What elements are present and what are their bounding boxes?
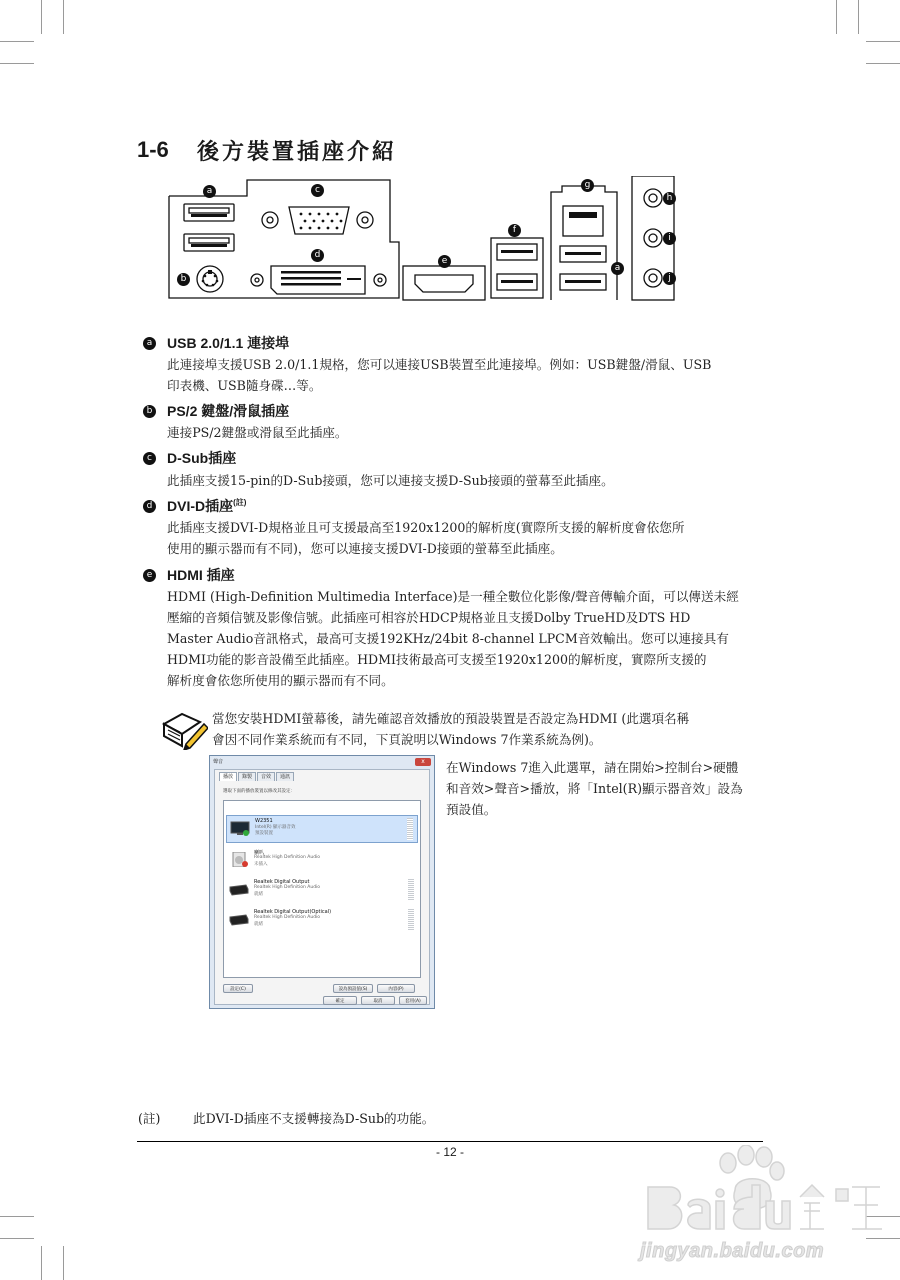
crop-mark bbox=[0, 1216, 34, 1217]
item-e-line: HDMI (High-Definition Multimedia Interface)是一種全數位化影像/聲音傳輸介面，可以傳送未經 bbox=[167, 589, 739, 604]
panel-badge-d: d bbox=[311, 249, 324, 262]
section-title: 後方裝置插座介紹 bbox=[197, 139, 398, 165]
side-instruction-line: 在Windows 7進入此選單，請在開始>控制台>硬體 bbox=[446, 760, 739, 775]
panel-badge-c: c bbox=[311, 184, 324, 197]
item-d-desc bbox=[167, 517, 765, 559]
device-status: 預設裝置 bbox=[255, 831, 273, 836]
footer-rule bbox=[137, 1141, 763, 1142]
section-number: 1-6 bbox=[137, 137, 169, 162]
level-meter bbox=[408, 909, 414, 931]
cancel-button[interactable]: 取消 bbox=[361, 996, 395, 1005]
speaker-icon bbox=[229, 852, 249, 867]
crop-mark bbox=[0, 41, 34, 42]
item-e-line: HDMI功能的影音設備至此插座。HDMI技術最高可支援至1920x1200的解析度，實際所支援的 bbox=[167, 652, 707, 667]
device-item[interactable] bbox=[226, 907, 418, 935]
crop-mark bbox=[41, 1246, 42, 1280]
item-b-desc bbox=[167, 422, 765, 443]
page-number: - 12 - bbox=[435, 1145, 464, 1159]
monitor-icon bbox=[230, 821, 250, 836]
crop-mark bbox=[858, 0, 859, 34]
tab-playback[interactable]: 播放 bbox=[219, 772, 237, 781]
rear-panel-diagram bbox=[167, 176, 677, 301]
item-d-line: 使用的顯示器而有不同)，您可以連接支援DVI-D接頭的螢幕至此插座。 bbox=[167, 541, 563, 556]
note-text bbox=[212, 708, 765, 750]
item-a-line: 此連接埠支援USB 2.0/1.1規格，您可以連接USB裝置至此連接埠。例如：USB鍵盤/滑鼠、USB bbox=[167, 357, 712, 372]
level-meter bbox=[407, 818, 413, 840]
note-line: 當您安裝HDMI螢幕後，請先確認音效播放的預設裝置是否設定為HDMI (此選項名稱 bbox=[212, 711, 690, 726]
item-d-title bbox=[167, 496, 246, 516]
side-instruction-line: 和音效>聲音>播放，將「Intel(R)顯示器音效」設為 bbox=[446, 781, 743, 796]
item-b-line: 連接PS/2鍵盤或滑鼠至此插座。 bbox=[167, 425, 348, 440]
crop-mark bbox=[63, 1246, 64, 1280]
item-c-desc bbox=[167, 470, 765, 491]
device-driver: Realtek High Definition Audio bbox=[254, 885, 321, 890]
item-a-line: 印表機、USB隨身碟…等。 bbox=[167, 378, 322, 393]
crop-mark bbox=[0, 1238, 34, 1239]
dialog-body bbox=[214, 769, 430, 1005]
side-instruction bbox=[446, 757, 766, 820]
device-driver: Intel(R) 顯示器音效 bbox=[255, 825, 296, 830]
device-status: 就緒 bbox=[254, 892, 263, 897]
device-item[interactable] bbox=[226, 815, 418, 843]
tab-recording[interactable]: 錄製 bbox=[238, 772, 256, 781]
item-a-title: USB 2.0/1.1 連接埠 bbox=[167, 335, 290, 351]
device-name: Realtek Digital Output(Optical) bbox=[254, 909, 332, 915]
device-status: 未插入 bbox=[254, 862, 268, 867]
item-e-line: 解析度會依您所使用的顯示器而有不同。 bbox=[167, 673, 394, 688]
crop-mark bbox=[41, 0, 42, 34]
item-b-title: PS/2 鍵盤/滑鼠插座 bbox=[167, 403, 290, 419]
panel-badge-f: f bbox=[508, 224, 521, 237]
set-default-button[interactable]: 設為預設值(S) bbox=[333, 984, 373, 993]
item-d-title-text: DVI-D插座 bbox=[167, 498, 234, 514]
ok-button[interactable]: 確定 bbox=[323, 996, 357, 1005]
device-status: 就緒 bbox=[254, 922, 263, 927]
footnote-text: 此DVI-D插座不支援轉接為D-Sub的功能。 bbox=[193, 1111, 435, 1126]
crop-mark bbox=[866, 41, 900, 42]
sound-dialog-screenshot bbox=[209, 755, 435, 1009]
item-e-line: 壓縮的音頻信號及影像信號。此插座可相容於HDCP規格並且支援Dolby TrueHD及DTS HD bbox=[167, 610, 691, 625]
panel-badge-i: i bbox=[663, 232, 676, 245]
device-driver: Realtek High Definition Audio bbox=[254, 915, 321, 920]
panel-badge-a: a bbox=[203, 185, 216, 198]
properties-button[interactable]: 內容(P) bbox=[377, 984, 415, 993]
item-d-footnote-ref: (註) bbox=[233, 498, 247, 507]
dialog-title: 聲音 bbox=[213, 759, 224, 765]
device-name: W2351 bbox=[255, 818, 273, 824]
item-d-badge: d bbox=[143, 500, 156, 513]
item-a-badge: a bbox=[143, 337, 156, 350]
device-item[interactable] bbox=[226, 877, 418, 905]
note-line: 會因不同作業系統而有不同，下頁說明以Windows 7作業系統為例)。 bbox=[212, 732, 602, 747]
item-d-line: 此插座支援DVI-D規格並且可支援最高至1920x1200的解析度(實際所支援的解析度會依您所 bbox=[167, 520, 685, 535]
item-c-badge: c bbox=[143, 452, 156, 465]
item-b-badge: b bbox=[143, 405, 156, 418]
panel-badge-e: e bbox=[438, 255, 451, 268]
panel-badge-b: b bbox=[177, 273, 190, 286]
side-instruction-line: 預設值。 bbox=[446, 802, 497, 817]
item-a-desc bbox=[167, 354, 765, 396]
tab-communications[interactable]: 通訊 bbox=[276, 772, 294, 781]
item-e-desc bbox=[167, 586, 765, 691]
configure-button[interactable]: 設定(C) bbox=[223, 984, 253, 993]
apply-button[interactable]: 套用(A) bbox=[399, 996, 427, 1005]
footnote-label: (註) bbox=[138, 1111, 161, 1126]
panel-badge-a-2: a bbox=[611, 262, 624, 275]
panel-badge-g: g bbox=[581, 179, 594, 192]
item-c-title: D-Sub插座 bbox=[167, 450, 237, 466]
note-pencil-icon bbox=[160, 710, 208, 750]
panel-badge-h: h bbox=[663, 192, 676, 205]
panel-badge-j: j bbox=[663, 272, 676, 285]
crop-mark bbox=[0, 63, 34, 64]
item-e-title: HDMI 插座 bbox=[167, 567, 235, 583]
level-meter bbox=[408, 879, 414, 901]
device-driver: Realtek High Definition Audio bbox=[254, 855, 321, 860]
device-item[interactable] bbox=[226, 847, 418, 875]
watermark-url: jingyan.baidu.com bbox=[640, 1240, 825, 1262]
dialog-prompt: 選取下面的播放裝置以修改其設定： bbox=[223, 789, 295, 794]
dialog-tabs bbox=[219, 772, 294, 781]
dialog-close-button[interactable]: x bbox=[415, 758, 431, 766]
playback-device-list bbox=[223, 800, 421, 978]
crop-mark bbox=[866, 63, 900, 64]
item-c-line: 此插座支援15-pin的D-Sub接頭，您可以連接支援D-Sub接頭的螢幕至此插座。 bbox=[167, 473, 614, 488]
digital-output-icon bbox=[229, 912, 249, 927]
digital-output-icon bbox=[229, 882, 249, 897]
device-name: 喇叭 bbox=[254, 850, 265, 856]
tab-sounds[interactable]: 音效 bbox=[257, 772, 275, 781]
crop-mark bbox=[836, 0, 837, 34]
item-e-line: Master Audio音訊格式，最高可支援192KHz/24bit 8-channel LPCM音效輸出。您可以連接具有 bbox=[167, 631, 729, 646]
crop-mark bbox=[63, 0, 64, 34]
device-name: Realtek Digital Output bbox=[254, 879, 310, 885]
item-e-badge: e bbox=[143, 569, 156, 582]
